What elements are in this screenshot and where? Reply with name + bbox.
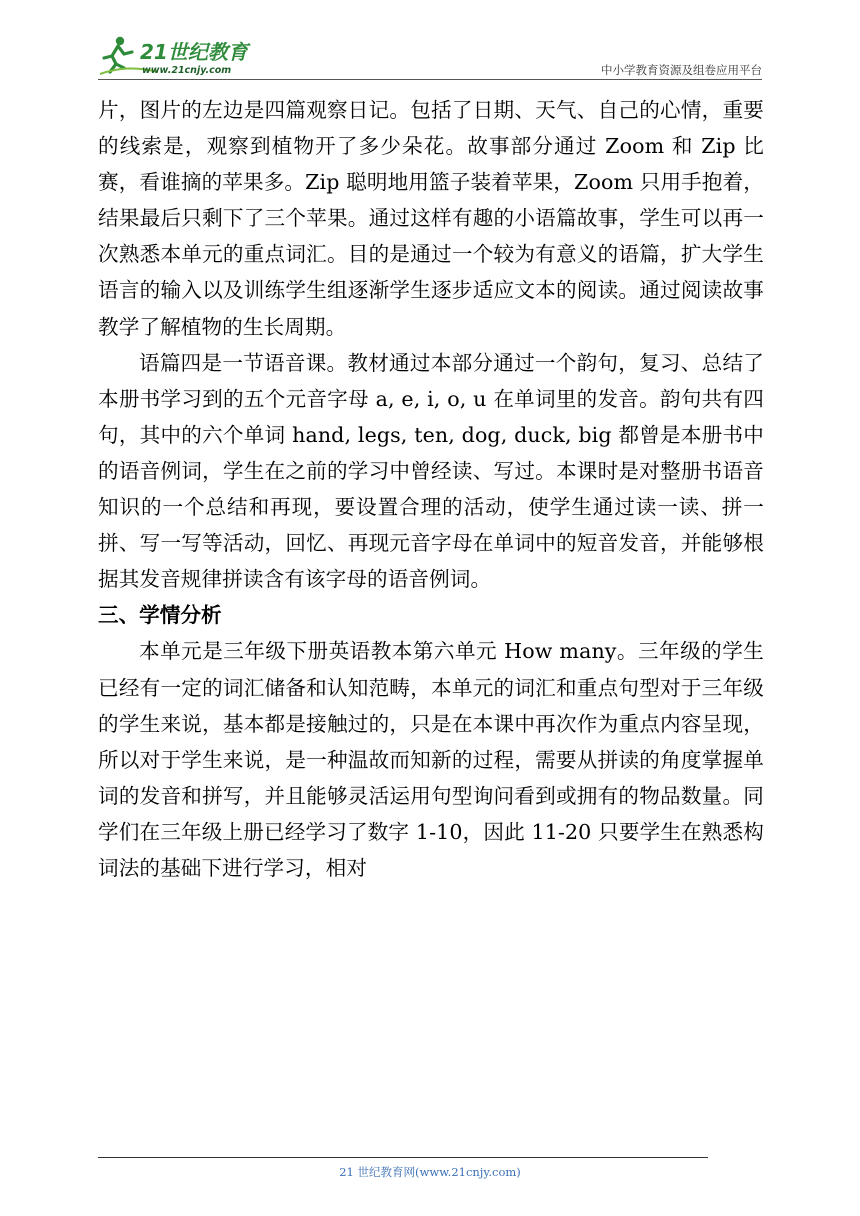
- paragraph-2: 语篇四是一节语音课。教材通过本部分通过一个韵句，复习、总结了本册书学习到的五个元音字母 a, e, i, o, u 在单词里的发音。韵句共有四句，其中的六个单词 hand, legs, ten, dog, duck, big 都曾是本册书中的语音例词，学生在之前的学习中曾经读、写过。本课时是对整册书语音知识的一个总结和再现，要设置合理的活动，使学生通过读一读、拼一拼、写一写等活动，回忆、再现元音字母在单词中的短音发音，并能够根据其发音规律拼读含有该字母的语音例词。: [98, 350, 764, 592]
- logo-main-text: 21世纪教育: [140, 40, 248, 64]
- header-divider: [98, 79, 762, 80]
- page-header: [98, 30, 762, 82]
- logo-graphic: [98, 34, 268, 78]
- footer-divider: [98, 1157, 708, 1158]
- section-heading: 三、学情分析: [98, 603, 222, 628]
- site-logo[interactable]: [98, 34, 268, 78]
- footer-text[interactable]: 21 世纪教育网(www.21cnjy.com): [339, 1165, 521, 1179]
- paragraph-3: 本单元是三年级下册英语教本第六单元 How many。三年级的学生已经有一定的词汇储备和认知范畴，本单元的词汇和重点句型对于三年级的学生来说，基本都是接触过的，只是在本课中再次作为重点内容呈现，所以对于学生来说，是一种温故而知新的过程，需要从拼读的角度掌握单词的发音和拼写，并且能够灵活运用句型询问看到或拥有的物品数量。同学们在三年级上册已经学习了数字 1-10，因此 11-20 只要学生在熟悉构词法的基础下进行学习，相对: [98, 639, 764, 880]
- paragraph-1: 片，图片的左边是四篇观察日记。包括了日期、天气、自己的心情，重要的线索是，观察到植物开了多少朵花。故事部分通过 Zoom 和 Zip 比赛，看谁摘的苹果多。Zip 聪明地用篮子装着苹果，Zoom 只用手抱着，结果最后只剩下了三个苹果。通过这样有趣的小语篇故事，学生可以再一次熟悉本单元的重点词汇。目的是通过一个较为有意义的语篇，扩大学生语言的输入以及训练学生组逐渐学生逐步适应文本的阅读。通过阅读故事教学了解植物的生长周期。: [98, 98, 764, 339]
- platform-name: 中小学教育资源及组卷应用平台: [601, 63, 762, 77]
- document-body: [98, 92, 764, 886]
- logo-sub-text: www.21cnjy.com: [142, 65, 232, 76]
